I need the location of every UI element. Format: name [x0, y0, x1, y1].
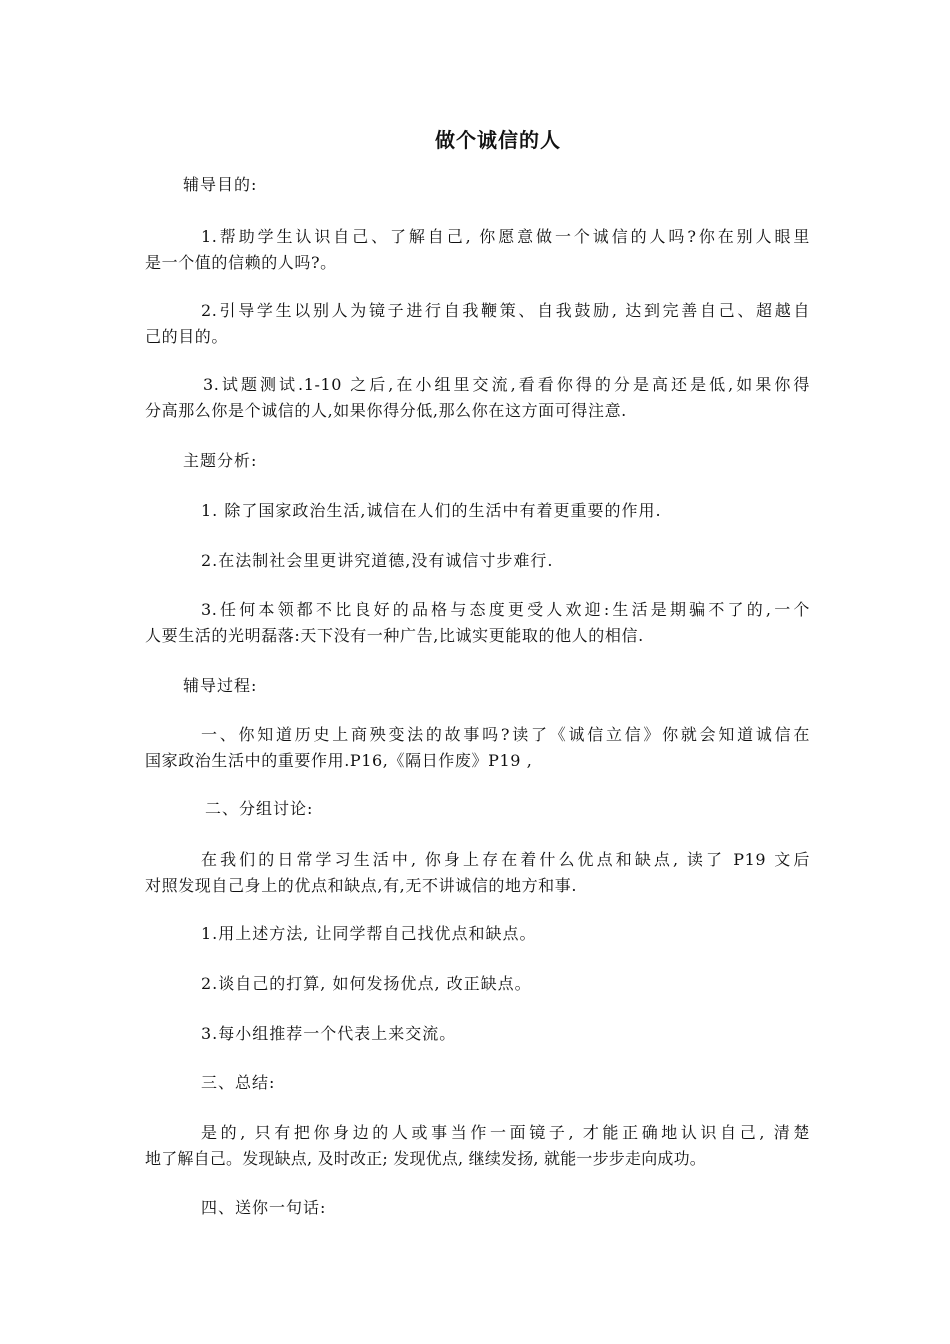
paragraph-line: 是的, 只有把你身边的人或事当作一面镜子, 才能正确地认识自己, 清楚: [201, 1123, 810, 1142]
paragraph-line: 分高那么你是个诚信的人,如果你得分低,那么你在这方面可得注意.: [145, 401, 627, 420]
process-2-item-1: 1.用上述方法, 让同学帮自己找优点和缺点。: [201, 924, 537, 943]
paragraph-line: 2.引导学生以别人为镜子进行自我鞭策、自我鼓励, 达到完善自己、超越自: [201, 301, 810, 320]
theme-heading: 主题分析:: [183, 451, 258, 470]
process-2-item-2: 2.谈自己的打算, 如何发扬优点, 改正缺点。: [201, 974, 532, 993]
process-2-heading: 二、分组讨论:: [205, 799, 314, 818]
process-paragraph-1: [145, 722, 810, 774]
goal-paragraph-1: [145, 224, 810, 276]
paragraph-line: 3.试题测试.1-10 之后,在小组里交流,看看你得的分是高还是低,如果你得: [203, 375, 810, 394]
paragraph-line: 地了解自己。发现缺点, 及时改正; 发现优点, 继续发扬, 就能一步步走向成功。: [145, 1149, 706, 1168]
process-3-heading: 三、总结:: [201, 1073, 276, 1092]
process-2-item-3: 3.每小组推荐一个代表上来交流。: [201, 1024, 457, 1043]
paragraph-line: 人要生活的光明磊落:天下没有一种广告,比诚实更能取的他人的相信.: [145, 626, 644, 645]
theme-paragraph-3: [145, 597, 810, 649]
goal-paragraph-3: [145, 372, 810, 424]
theme-item-1: 1. 除了国家政治生活,诚信在人们的生活中有着更重要的作用.: [201, 501, 662, 520]
paragraph-line: 是一个值的信赖的人吗?。: [145, 253, 337, 272]
process-3-paragraph: [145, 1120, 810, 1172]
theme-item-2: 2.在法制社会里更讲究道德,没有诚信寸步难行.: [201, 551, 554, 570]
process-2-intro: [145, 847, 810, 899]
paragraph-line: 一、你知道历史上商殃变法的故事吗?读了《诚信立信》你就会知道诚信在: [201, 725, 810, 744]
document-title: 做个诚信的人: [435, 128, 561, 152]
paragraph-line: 3.任何本领都不比良好的品格与态度更受人欢迎:生活是期骗不了的,一个: [201, 600, 810, 619]
paragraph-line: 国家政治生活中的重要作用.P16,《隔日作废》P19 ,: [145, 751, 533, 770]
paragraph-line: 1.帮助学生认识自己、了解自己, 你愿意做一个诚信的人吗?你在别人眼里: [201, 227, 810, 246]
goal-paragraph-2: [145, 298, 810, 350]
paragraph-line: 在我们的日常学习生活中, 你身上存在着什么优点和缺点, 读了 P19 文后: [201, 850, 810, 869]
process-heading: 辅导过程:: [183, 676, 258, 695]
paragraph-line: 己的目的。: [145, 327, 229, 346]
process-4-heading: 四、送你一句话:: [201, 1198, 327, 1217]
goal-heading: 辅导目的:: [183, 175, 258, 194]
paragraph-line: 对照发现自己身上的优点和缺点,有,无不讲诚信的地方和事.: [145, 876, 578, 895]
